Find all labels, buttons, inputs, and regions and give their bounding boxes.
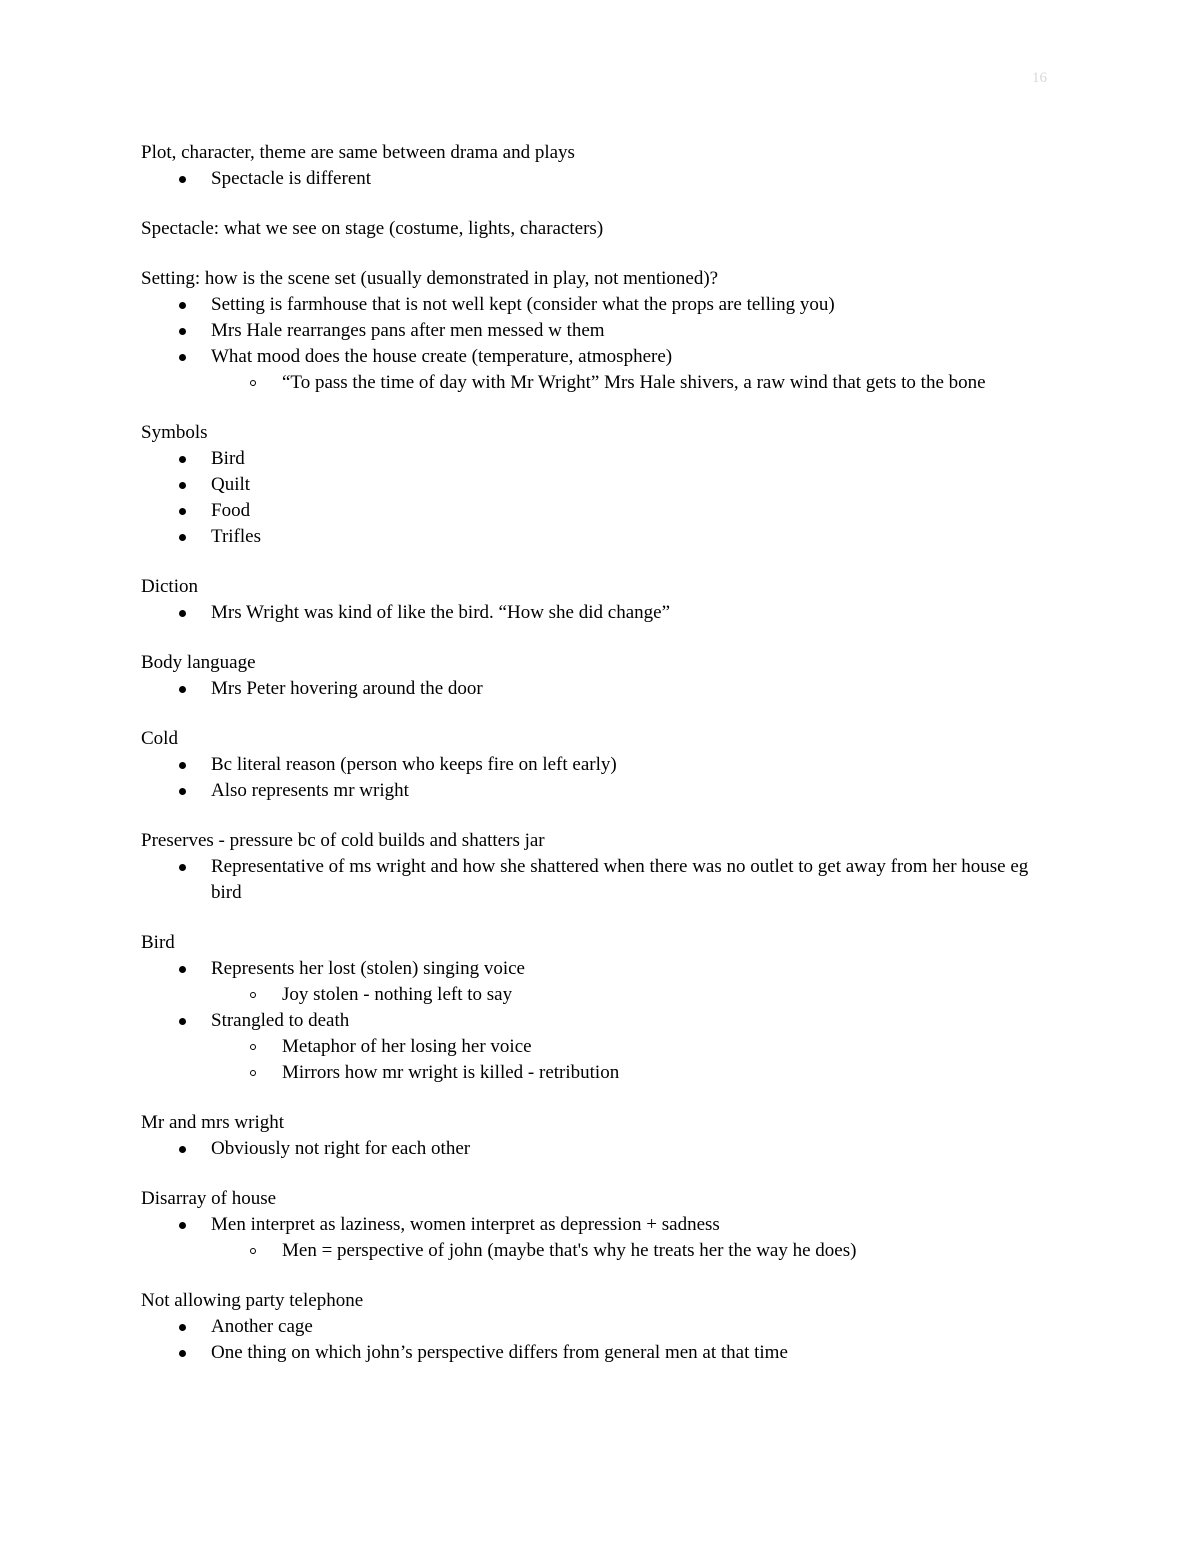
note-section: [141, 574, 1061, 626]
bullet-text: Mrs Wright was kind of like the bird. “How she did change”: [211, 602, 671, 623]
note-section: [141, 1110, 1061, 1162]
bullet-text: Bc literal reason (person who keeps fire on left early): [211, 754, 617, 775]
bullet-text: Also represents mr wright: [211, 780, 409, 801]
notes-body: [141, 140, 1061, 1390]
hollow-circle-bullet-icon: [250, 1070, 256, 1076]
bullet-dot-icon: [179, 762, 186, 769]
bullet-text: Setting is farmhouse that is not well kept (consider what the props are telling you): [211, 294, 835, 315]
bullet-dot-icon: [179, 966, 186, 973]
bullet-item: [141, 166, 1061, 192]
bullet-dot-icon: [179, 534, 186, 541]
section-heading: Mr and mrs wright: [141, 1112, 285, 1133]
bullet-item: [141, 1314, 1061, 1340]
note-section: [141, 420, 1061, 550]
bullet-item: [141, 318, 1061, 344]
note-section: [141, 1288, 1061, 1366]
note-section: [141, 266, 1061, 396]
sub-bullet-item: [141, 1034, 1061, 1060]
bullet-item: [141, 752, 1061, 778]
sub-bullet-text: Joy stolen - nothing left to say: [282, 984, 513, 1005]
bullet-item: [141, 498, 1061, 524]
bullet-dot-icon: [179, 1146, 186, 1153]
bullet-dot-icon: [179, 482, 186, 489]
bullet-item: [141, 446, 1061, 472]
bullet-dot-icon: [179, 354, 186, 361]
bullet-dot-icon: [179, 788, 186, 795]
bullet-item: [141, 676, 1061, 702]
section-heading: Diction: [141, 576, 198, 597]
bullet-item: [141, 854, 1061, 906]
bullet-item: [141, 1136, 1061, 1162]
bullet-dot-icon: [179, 1350, 186, 1357]
bullet-text: What mood does the house create (temperature, atmosphere): [211, 346, 673, 367]
bullet-item: [141, 600, 1061, 626]
bullet-dot-icon: [179, 686, 186, 693]
hollow-circle-bullet-icon: [250, 992, 256, 998]
bullet-dot-icon: [179, 176, 186, 183]
bullet-text: Trifles: [211, 526, 261, 547]
bullet-item: [141, 778, 1061, 804]
bullet-item: [141, 1008, 1061, 1034]
section-heading: Preserves - pressure bc of cold builds and shatters jar: [141, 830, 545, 851]
bullet-dot-icon: [179, 508, 186, 515]
section-heading: Cold: [141, 728, 178, 749]
note-section: [141, 140, 1061, 192]
note-section: [141, 828, 1061, 906]
sub-bullet-text: “To pass the time of day with Mr Wright” Mrs Hale shivers, a raw wind that gets to the bone: [282, 372, 986, 393]
note-section: [141, 726, 1061, 804]
note-section: [141, 650, 1061, 702]
sub-bullet-item: [141, 1238, 1061, 1264]
sub-bullet-item: [141, 370, 1061, 396]
bullet-dot-icon: [179, 1222, 186, 1229]
hollow-circle-bullet-icon: [250, 1044, 256, 1050]
bullet-text: Represents her lost (stolen) singing voice: [211, 958, 525, 979]
bullet-text: Bird: [211, 448, 245, 469]
bullet-item: [141, 344, 1061, 370]
bullet-dot-icon: [179, 610, 186, 617]
note-section: [141, 1186, 1061, 1264]
section-heading: Setting: how is the scene set (usually demonstrated in play, not mentioned)?: [141, 268, 719, 289]
section-heading: Not allowing party telephone: [141, 1290, 364, 1311]
bullet-item: [141, 472, 1061, 498]
bullet-text: Spectacle is different: [211, 168, 372, 189]
bullet-dot-icon: [179, 456, 186, 463]
bullet-dot-icon: [179, 1018, 186, 1025]
bullet-item: [141, 292, 1061, 318]
bullet-dot-icon: [179, 1324, 186, 1331]
section-heading: Plot, character, theme are same between drama and plays: [141, 142, 575, 163]
bullet-item: [141, 1340, 1061, 1366]
page-number-mark: 16: [1032, 70, 1047, 86]
bullet-text: Obviously not right for each other: [211, 1138, 471, 1159]
bullet-item: [141, 1212, 1061, 1238]
bullet-text: Another cage: [211, 1316, 313, 1337]
bullet-text: One thing on which john’s perspective differs from general men at that time: [211, 1342, 788, 1363]
bullet-text: Men interpret as laziness, women interpret as depression + sadness: [211, 1214, 720, 1235]
bullet-dot-icon: [179, 864, 186, 871]
hollow-circle-bullet-icon: [250, 380, 256, 386]
note-section: [141, 930, 1061, 1086]
bullet-dot-icon: [179, 302, 186, 309]
bullet-text: Quilt: [211, 474, 251, 495]
note-section: [141, 216, 1061, 242]
section-heading: Body language: [141, 652, 256, 673]
section-heading: Spectacle: what we see on stage (costume, lights, characters): [141, 218, 604, 239]
section-heading: Symbols: [141, 422, 208, 443]
sub-bullet-text: Mirrors how mr wright is killed - retribution: [282, 1062, 620, 1083]
bullet-text: Mrs Hale rearranges pans after men messed w them: [211, 320, 605, 341]
bullet-item: [141, 524, 1061, 550]
sub-bullet-item: [141, 982, 1061, 1008]
hollow-circle-bullet-icon: [250, 1248, 256, 1254]
bullet-dot-icon: [179, 328, 186, 335]
bullet-item: [141, 956, 1061, 982]
bullet-text: Strangled to death: [211, 1010, 350, 1031]
section-heading: Bird: [141, 932, 175, 953]
bullet-text: Representative of ms wright and how she shattered when there was no outlet to get away from her house eg bird: [211, 856, 1029, 903]
section-heading: Disarray of house: [141, 1188, 277, 1209]
bullet-text: Food: [211, 500, 251, 521]
sub-bullet-text: Men = perspective of john (maybe that's why he treats her the way he does): [282, 1240, 857, 1261]
sub-bullet-item: [141, 1060, 1061, 1086]
sub-bullet-text: Metaphor of her losing her voice: [282, 1036, 532, 1057]
bullet-text: Mrs Peter hovering around the door: [211, 678, 483, 699]
